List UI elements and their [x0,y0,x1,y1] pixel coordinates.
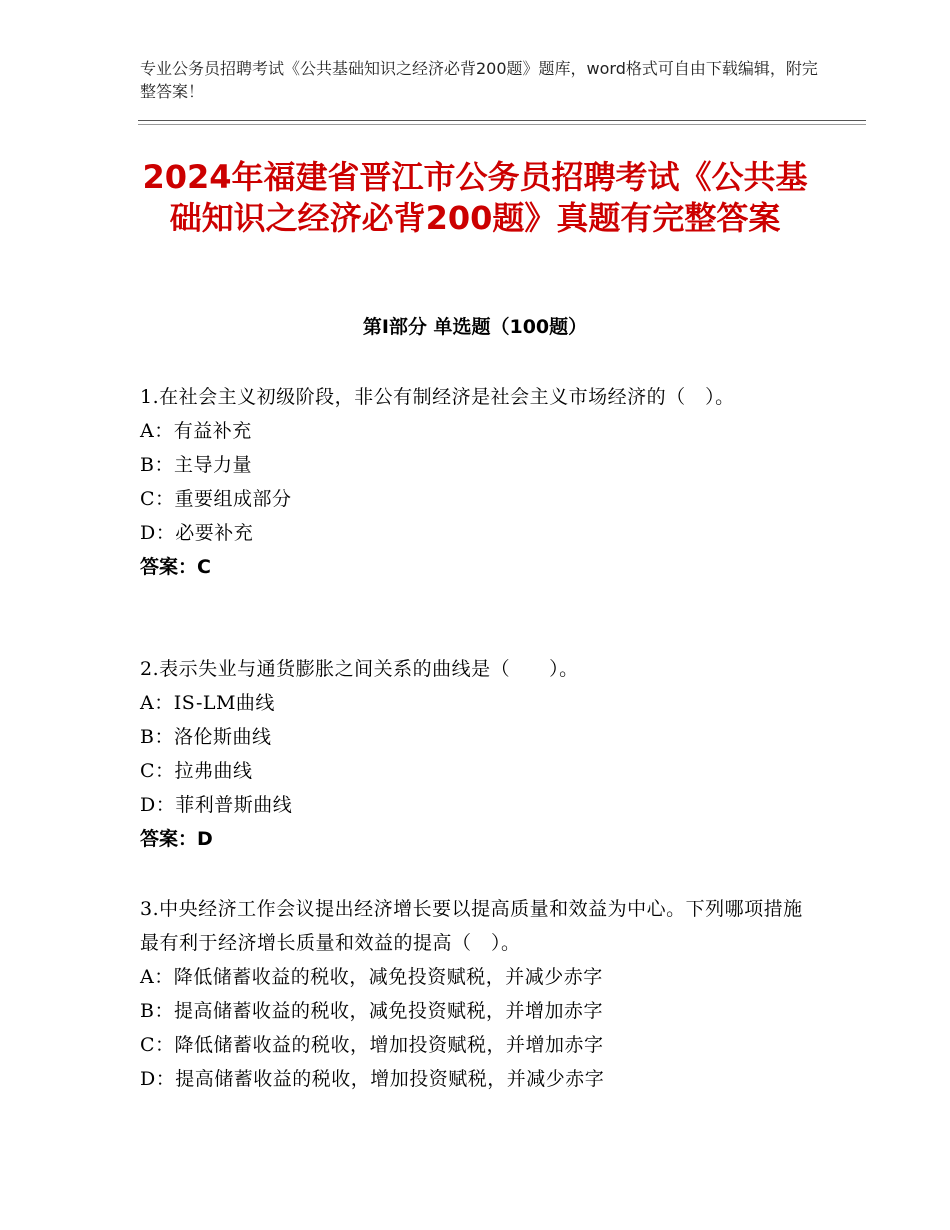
question-1 [140,380,820,584]
question-2 [140,652,820,856]
option-b: B：主导力量 [140,454,252,476]
document-title: 2024年福建省晋江市公务员招聘考试《公共基础知识之经济必背200题》真题有完整答案 [142,158,808,237]
question-3 [140,892,820,1096]
header-divider [138,120,866,121]
question-stem: 3.中央经济工作会议提出经济增长要以提高质量和效益为中心。下列哪项措施最有利于经济增长质量和效益的提高（ ）。 [140,898,803,954]
option-a: A：降低储蓄收益的税收，减免投资赋税，并减少赤字 [140,966,603,988]
option-d: D：提高储蓄收益的税收，增加投资赋税，并减少赤字 [140,1068,605,1090]
answer: 答案：D [140,828,213,850]
option-d: D：必要补充 [140,522,254,544]
option-c: C：降低储蓄收益的税收，增加投资赋税，并增加赤字 [140,1034,604,1056]
option-a: A：IS-LM曲线 [140,692,275,714]
option-c: C：重要组成部分 [140,488,292,510]
header-note: 专业公务员招聘考试《公共基础知识之经济必背200题》题库，word格式可自由下载编辑，附完整答案！ [140,59,818,101]
section-heading: 第Ⅰ部分 单选题（100题） [362,316,588,338]
answer: 答案：C [140,556,211,578]
option-b: B：洛伦斯曲线 [140,726,272,748]
header-divider-secondary [138,124,866,125]
option-c: C：拉弗曲线 [140,760,253,782]
question-stem: 2.表示失业与通货膨胀之间关系的曲线是（ ）。 [140,658,579,680]
option-d: D：菲利普斯曲线 [140,794,293,816]
question-stem: 1.在社会主义初级阶段，非公有制经济是社会主义市场经济的（ ）。 [140,386,735,408]
option-b: B：提高储蓄收益的税收，减免投资赋税，并增加赤字 [140,1000,603,1022]
option-a: A：有益补充 [140,420,252,442]
